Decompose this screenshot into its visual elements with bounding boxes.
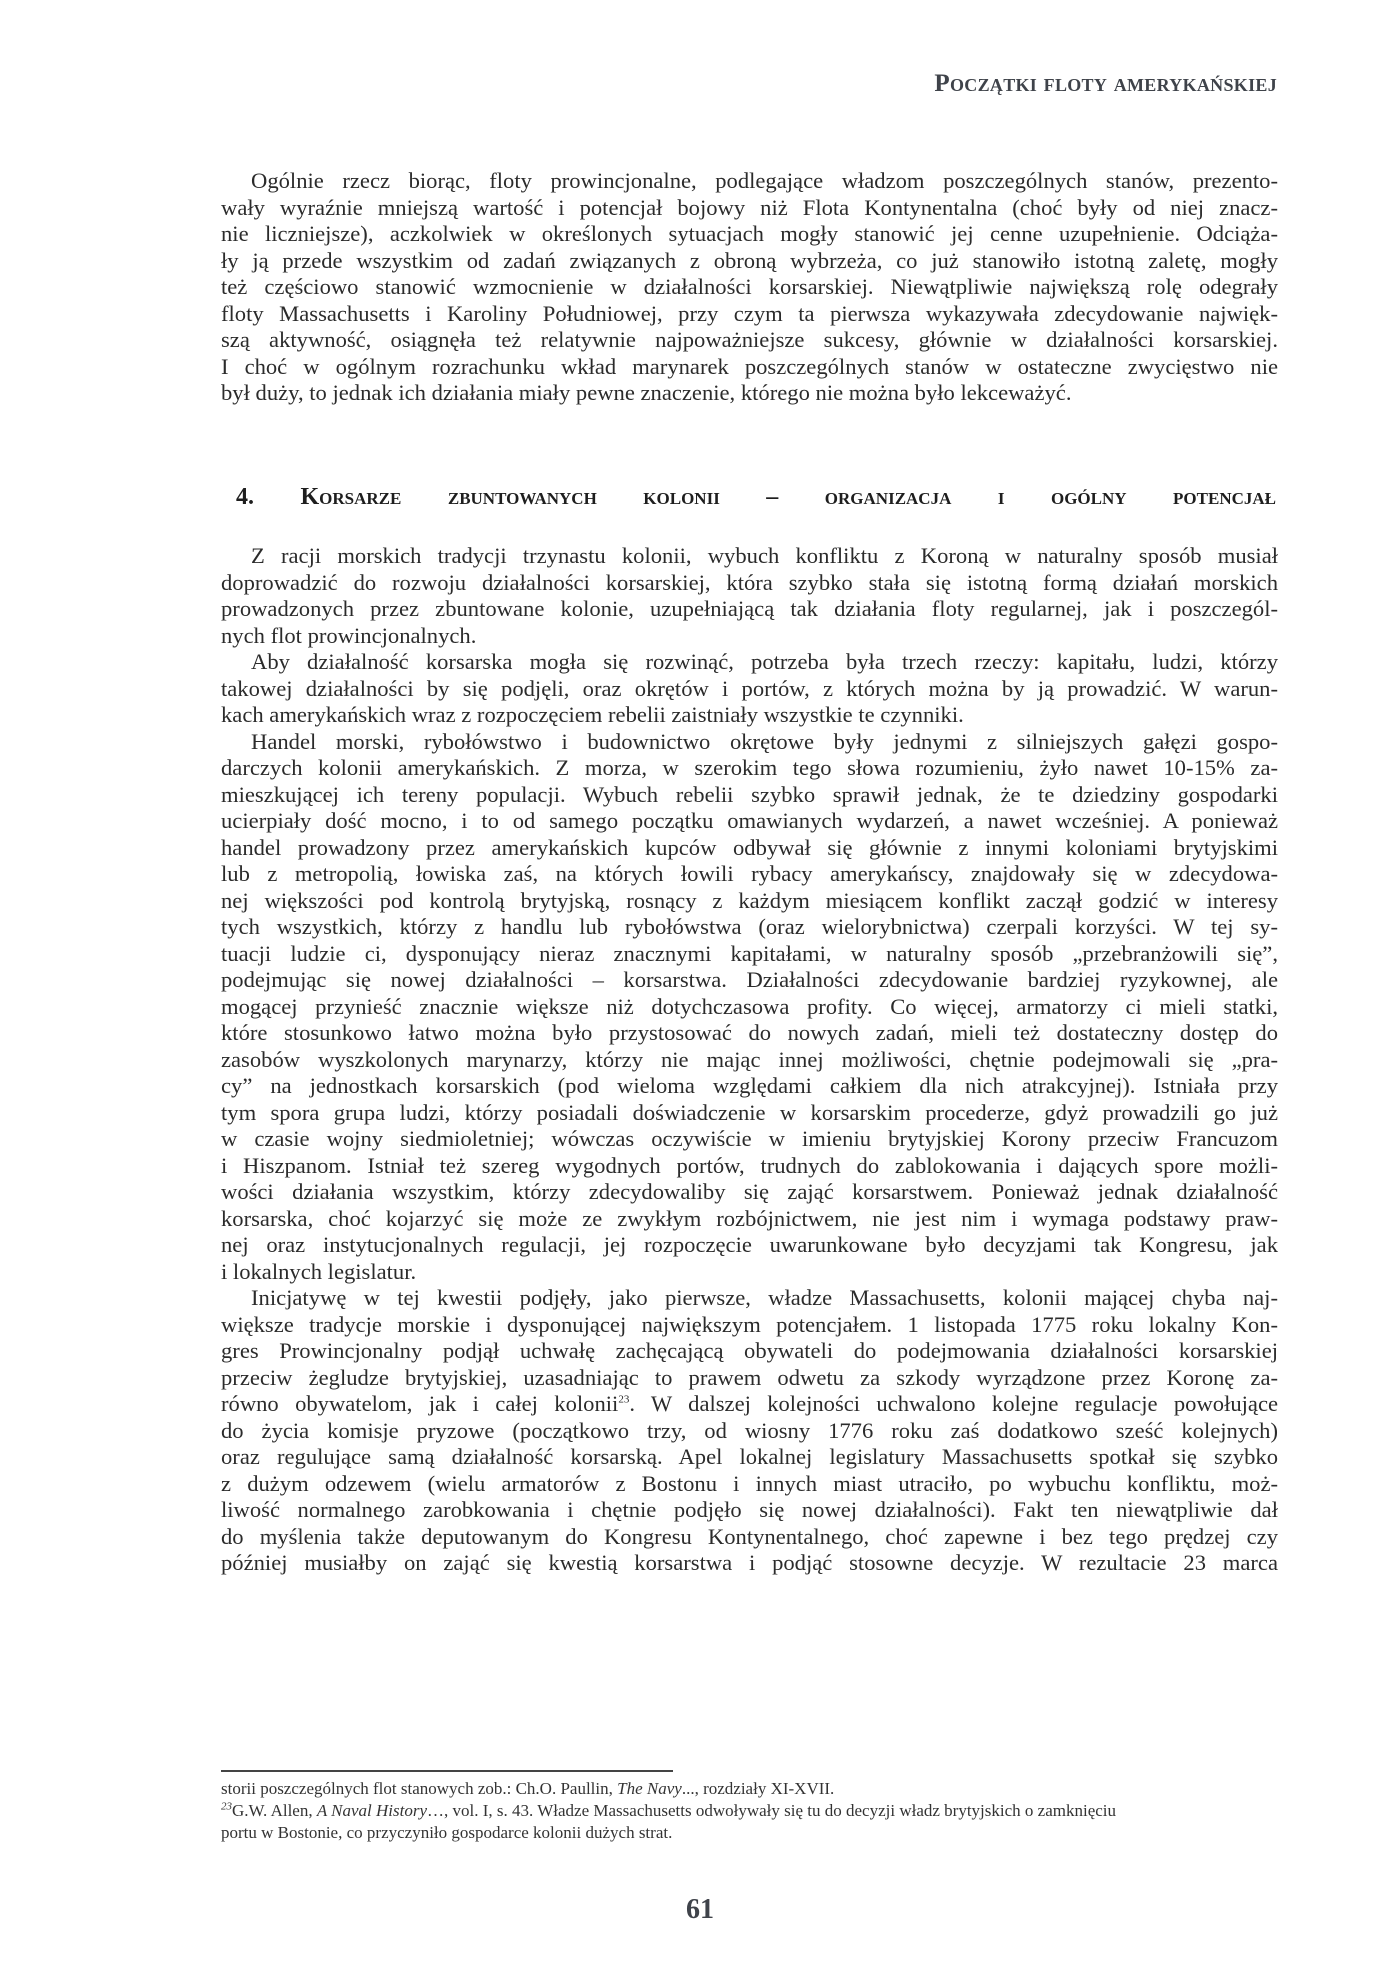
text-line-with-footnote — [221, 1391, 1278, 1418]
text-line: w czasie wojny siedmioletniej; wówczas oczywiście w imieniu brytyjskiej Korony przeciw Francuzom — [221, 1126, 1278, 1151]
text-line: Handel morski, rybołówstwo i budownictwo okrętowe były jednymi z silniejszych gałęzi gospo- — [251, 728, 1278, 754]
text-line: szą aktywność, osiągnęła też relatywnie najpoważniejsze sukcesy, głównie w działalności korsarskiej. — [221, 327, 1278, 352]
text-line: większe tradycje morskie i dysponującej największym potencjałem. 1 listopada 1775 roku lokalny Kon- — [221, 1311, 1278, 1337]
section-heading: 4. Korsarze zbuntowanych kolonii – organizacja i ogólny potencjał — [236, 484, 1276, 510]
text-line: do myślenia także deputowanym do Kongresu Kontynentalnego, choć zapewne i bez tego prędzej czy — [221, 1523, 1278, 1549]
text-line: przeciw żegludze brytyjskiej, uzasadniając to prawem odwetu za szkody wyrządzone przez Koronę za- — [221, 1364, 1278, 1390]
text-line: wały wyraźnie mniejszą wartość i potencjał bojowy niż Flota Kontynentalna (choć były od niej znacz- — [221, 194, 1278, 220]
text-line: prowadzonych przez zbuntowane kolonie, uzupełniającą tak działania floty regularnej, jak i poszczegól- — [221, 596, 1278, 621]
text-line: cy” na jednostkach korsarskich (pod wieloma względami całkiem dla nich atrakcyjnej). Istniała przy — [221, 1073, 1278, 1098]
text-line: lub z metropolią, łowiska zaś, na których łowili rybacy amerykańscy, znajdowały się w zdecydowa- — [221, 861, 1278, 886]
text-fragment: równo obywatelom, jak i całej kolonii — [221, 1391, 619, 1416]
text-line: korsarska, choć kojarzyć się może ze zwykłym rozbójnictwem, nie jest nim i wymaga podstawy praw- — [221, 1205, 1278, 1231]
text-line: później musiałby on zająć się kwestią korsarstwa i podjąć stosowne decyzje. W rezultacie 23 marca — [221, 1550, 1278, 1575]
footnote-number: 23 — [221, 1800, 232, 1813]
paragraph-intro — [221, 168, 1278, 407]
text-line: doprowadzić do rozwoju działalności korsarskiej, która szybko stała się istotną formą działań morskich — [221, 569, 1278, 595]
text-line: nych flot prowincjonalnych. — [221, 622, 477, 648]
text-line: takowej działalności by się podjęli, oraz okrętów i portów, z których można by ją prowadzić. W warun- — [221, 675, 1278, 701]
page-number: 61 — [686, 1894, 714, 1925]
text-line: i lokalnych legislatur. — [221, 1258, 417, 1284]
text-line: kach amerykańskich wraz z rozpoczęciem rebelii zaistniały wszystkie te czynniki. — [221, 702, 964, 727]
footnote-23-continued: portu w Bostonie, co przyczyniło gospodarce kolonii dużych strat. — [221, 1823, 673, 1842]
text-line: i Hiszpanom. Istniał też szereg wygodnych portów, trudnych do zablokowania i dających spore możli- — [221, 1152, 1278, 1178]
footnote-divider — [221, 1770, 673, 1772]
text-line: I choć w ogólnym rozrachunku wkład marynarek poszczególnych stanów w ostateczne zwycięstwo nie — [221, 353, 1278, 379]
text-line: które stosunkowo łatwo można było przystosować do nowych zadań, mieli też dostateczny dostęp do — [221, 1020, 1278, 1045]
footnote-text: G.W. Allen, — [232, 1801, 317, 1820]
text-line: tuacji ludzie ci, dysponujący nieraz znacznymi kapitałami, w naturalny sposób „przebranżowili się”, — [221, 940, 1278, 966]
text-line: ucierpiały dość mocno, i to od samego początku omawianych wydarzeń, a nawet wcześniej. A ponieważ — [221, 808, 1278, 833]
footnote-continued — [221, 1778, 1281, 1800]
text-line: zasobów wyszkolonych marynarzy, którzy nie mając innej możliwości, chętnie podejmowali się „pra- — [221, 1046, 1278, 1072]
text-fragment: . W dalszej kolejności uchwalono kolejne regulacje powołujące — [629, 1391, 1279, 1416]
text-line: też częściowo stanowić wzmocnienie w działalności korsarskiej. Niewątpliwie największą rolę odegrały — [221, 274, 1278, 299]
footnote-23 — [221, 1800, 1281, 1822]
footnote-ref-23[interactable]: 23 — [618, 1393, 630, 1406]
text-line: floty Massachusetts i Karoliny Południowej, przy czym ta pierwsza wykazywała zdecydowanie najwięk- — [221, 300, 1278, 326]
text-line: mogącej przynieść znacznie większe niż dotychczasowa profity. Co więcej, armatorzy ci mieli statki, — [221, 993, 1278, 1019]
text-line: nie liczniejsze), aczkolwiek w określonych sytuacjach mogły stanowić jej cenne uzupełnienie. Odciąża- — [221, 221, 1278, 246]
running-header-title: Początki floty amerykańskiej — [934, 70, 1277, 97]
text-line: nej większości pod kontrolą brytyjską, rosnący z każdym miesiącem konflikt zaczął godzić w interesy — [221, 887, 1278, 913]
text-line: handel prowadzony przez amerykańskich kupców odbywał się głównie z innymi koloniami brytyjskimi — [221, 834, 1278, 860]
footnote-text: ..., rozdziały XI-XVII. — [681, 1779, 835, 1798]
footnote-italic-title: A Naval History — [316, 1801, 428, 1820]
text-line: Inicjatywę w tej kwestii podjęły, jako pierwsze, władze Massachusetts, kolonii mającej chyba naj- — [251, 1285, 1278, 1310]
text-line: Ogólnie rzecz biorąc, floty prowincjonalne, podlegające władzom poszczególnych stanów, prezento- — [251, 168, 1278, 193]
text-line: liwość normalnego zarobkowania i chętnie podjęło się nowej działalności). Fakt ten niewątpliwie dał — [221, 1497, 1278, 1522]
text-line: oraz regulujące samą działalność korsarską. Apel lokalnej legislatury Massachusetts spotkał się szybko — [221, 1444, 1278, 1469]
text-line: wości działania wszystkim, którzy zdecydowaliby się zająć korsarstwem. Ponieważ jednak działalność — [221, 1179, 1278, 1204]
section-body — [221, 543, 1278, 1577]
text-line: do życia komisje pryzowe (początkowo trzy, od wiosny 1776 roku zaś dodatkowo sześć kolejnych) — [221, 1417, 1278, 1443]
footnotes — [221, 1778, 1281, 1844]
text-line: Z racji morskich tradycji trzynastu kolonii, wybuch konfliktu z Koroną w naturalny sposób musiał — [251, 543, 1278, 568]
text-line: był duży, to jednak ich działania miały pewne znaczenie, którego nie można było lekceważyć. — [221, 380, 1072, 405]
footnote-text: …, vol. I, s. 43. Władze Massachusetts odwoływały się tu do decyzji władz brytyjskich o zamknięciu — [427, 1801, 1117, 1820]
footnote-text: storii poszczególnych flot stanowych zob.: Ch.O. Paullin, — [221, 1779, 618, 1798]
text-line: Aby działalność korsarska mogła się rozwinąć, potrzeba była trzech rzeczy: kapitału, ludzi, którzy — [251, 649, 1278, 674]
text-line: podejmując się nowej działalności – korsarstwa. Działalności zdecydowanie bardziej ryzykownej, ale — [221, 967, 1278, 992]
text-line: darczych kolonii amerykańskich. Z morza, w szerokim tego słowa rozumieniu, żyło nawet 10-15% za- — [221, 755, 1278, 780]
text-line: gres Prowincjonalny podjął uchwałę zachęcającą obywateli do podejmowania działalności korsarskiej — [221, 1338, 1278, 1363]
text-line: nej oraz instytucjonalnych regulacji, jej rozpoczęcie uwarunkowane było decyzjami tak Kongresu, jak — [221, 1232, 1278, 1257]
text-line: z dużym odzewem (wielu armatorów z Bostonu i innych miast utraciło, po wybuchu konfliktu, moż- — [221, 1470, 1278, 1496]
footnote-italic-title: The Navy — [617, 1779, 682, 1798]
text-line: ły ją przede wszystkim od zadań związanych z obroną wybrzeża, co już stanowiło istotną zaletę, mogły — [221, 247, 1278, 273]
text-line: mieszkującej ich tereny populacji. Wybuch rebelii szybko sprawił jednak, że te dziedziny gospodarki — [221, 781, 1278, 807]
text-line: tych wszystkich, którzy z handlu lub rybołówstwa (oraz wielorybnictwa) czerpali korzyści. W tej sy- — [221, 914, 1278, 939]
text-line: tym spora grupa ludzi, którzy posiadali doświadczenie w korsarskim procederze, gdyż prowadzili go już — [221, 1099, 1278, 1125]
